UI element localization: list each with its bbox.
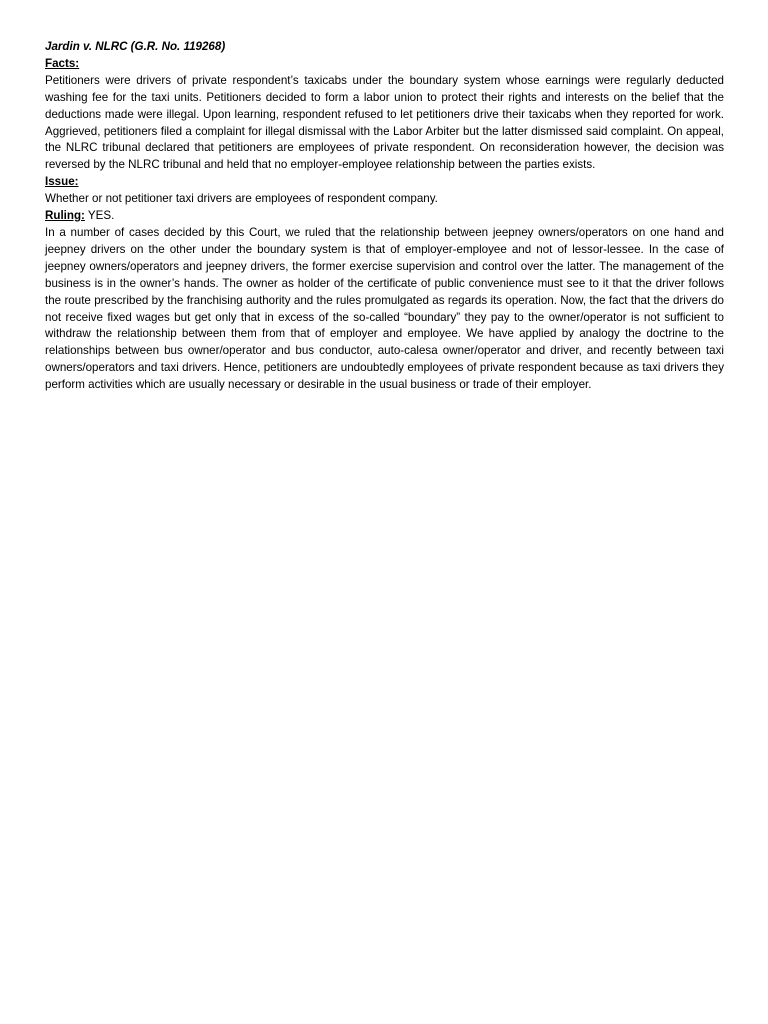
ruling-verdict: YES.	[84, 209, 115, 223]
facts-heading: Facts:	[45, 56, 80, 70]
case-title: Jardin v. NLRC (G.R. No. 119268)	[45, 40, 226, 53]
facts-paragraph: Petitioners were drivers of private respondent’s taxicabs under the boundary system whose earnings were regularly deducted washing fee for the taxi units. Petitioners decided to form a labor union to protect their rights and interests on the belief that the deductions made were illegal. Upon learning, respondent refused to let petitioners drive their taxicabs when they reported for work. Aggrieved, petitioners filed a complaint for illegal dismissal with the Labor Arbiter but the latter dismissed said complaint. On appeal, the NLRC tribunal declared that petitioners are employees of private respondent. On reconsideration however, the decision was reversed by the NLRC tribunal and held that no employer-employee relationship between the parties exists.	[45, 73, 724, 172]
issue-heading: Issue:	[45, 175, 79, 189]
document-page	[45, 39, 724, 394]
issue-paragraph: Whether or not petitioner taxi drivers are employees of respondent company.	[45, 192, 438, 206]
ruling-heading: Ruling:	[45, 209, 85, 223]
ruling-paragraph: In a number of cases decided by this Court, we ruled that the relationship between jeepney owners/operators on one hand and jeepney drivers on the other under the boundary system is that of employer-employee and not of lessor-lessee. In the case of jeepney owners/operators and jeepney drivers, the former exercise supervision and control over the latter. The management of the business is in the owner’s hands. The owner as holder of the certificate of public convenience must see to it that the driver follows the route prescribed by the franchising authority and the rules promulgated as regards its operation. Now, the fact that the drivers do not receive fixed wages but get only that in excess of the so-called “boundary” they pay to the owner/operator is not sufficient to withdraw the relationship between them from that of employer and employee. We have applied by analogy the doctrine to the relationships between bus owner/operator and bus conductor, auto-calesa owner/operator and driver, and recently between taxi owners/operators and taxi drivers. Hence, petitioners are undoubtedly employees of private respondent because as taxi drivers they perform activities which are usually necessary or desirable in the usual business or trade of their employer.	[45, 225, 724, 392]
ruling-line	[45, 208, 724, 225]
